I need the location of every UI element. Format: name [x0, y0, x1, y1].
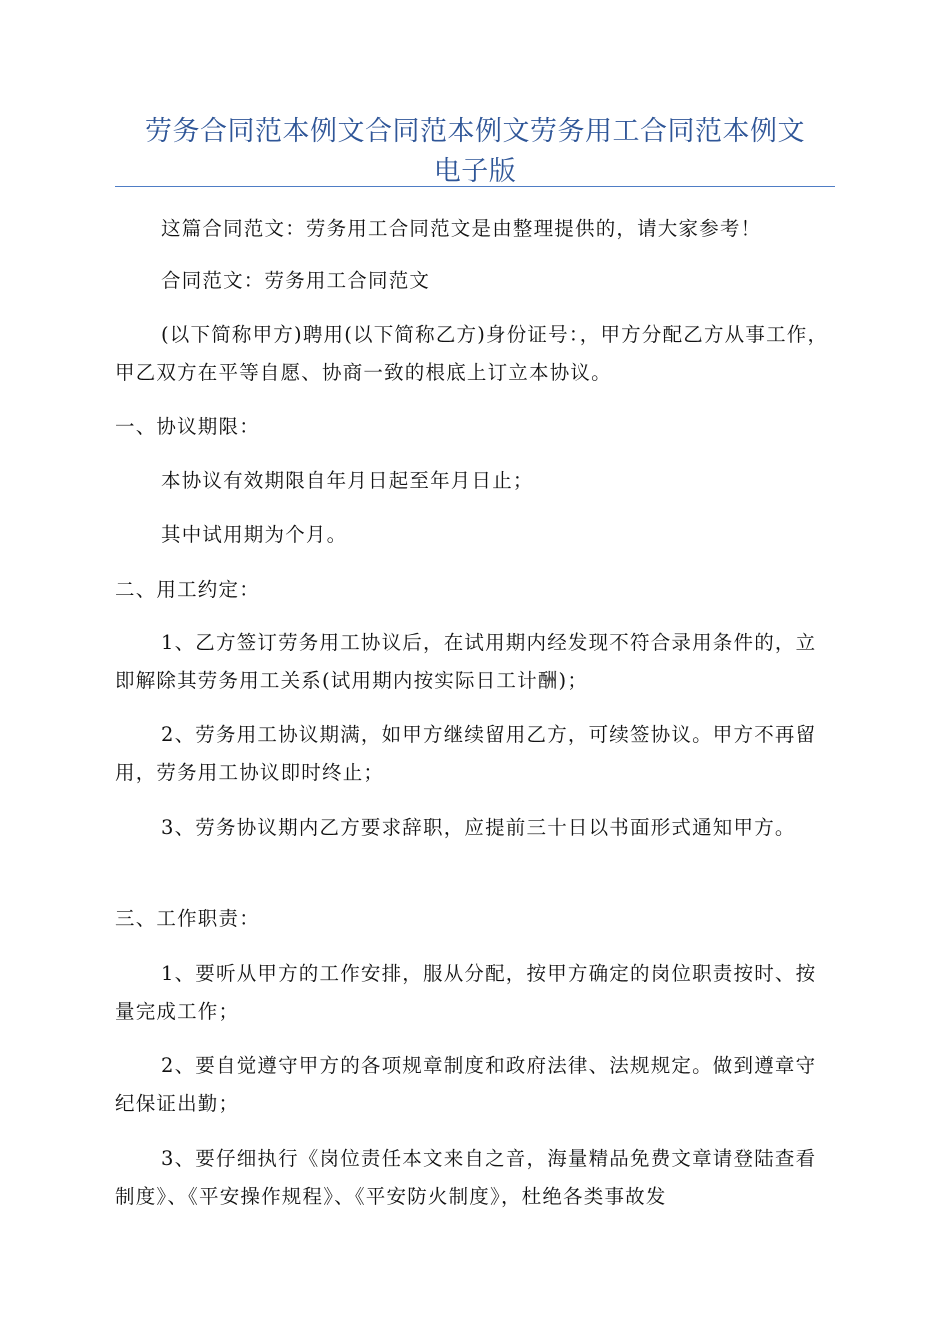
document-title [115, 112, 835, 192]
duties-clause-1: 1、要听从甲方的工作安排，服从分配，按甲方确定的岗位职责按时、按量完成工作； [115, 962, 817, 1023]
duties-clause-3: 3、要仔细执行《岗位责任本文来自之音，海量精品免费文章请登陆查看制度》、《平安操作规程》、《平安防火制度》，杜绝各类事故发 [115, 1147, 817, 1208]
document-title-line-2: 电子版 [433, 156, 517, 187]
section-heading-employment: 二、用工约定： [115, 578, 260, 601]
parties-paragraph: (以下简称甲方)聘用(以下简称乙方)身份证号：，甲方分配乙方从事工作，甲乙双方在平等自愿、协商一致的根底上订立本协议。 [115, 323, 829, 384]
subtitle-paragraph: 合同范文：劳务用工合同范文 [161, 269, 431, 292]
employment-clause-2: 2、劳务用工协议期满，如甲方继续留用乙方，可续签协议。甲方不再留用，劳务用工协议即时终止； [115, 723, 817, 784]
section-heading-term: 一、协议期限： [115, 415, 260, 438]
title-underline [115, 186, 835, 187]
duties-clause-2: 2、要自觉遵守甲方的各项规章制度和政府法律、法规规定。做到遵章守纪保证出勤； [115, 1054, 817, 1115]
term-validity-paragraph: 本协议有效期限自年月日起至年月日止； [161, 469, 534, 492]
employment-clause-3: 3、劳务协议期内乙方要求辞职，应提前三十日以书面形式通知甲方。 [161, 816, 796, 839]
probation-paragraph: 其中试用期为个月。 [161, 523, 348, 546]
section-heading-duties: 三、工作职责： [115, 907, 260, 930]
intro-paragraph: 这篇合同范文：劳务用工合同范文是由整理提供的，请大家参考！ [161, 217, 762, 240]
employment-clause-1: 1、乙方签订劳务用工协议后，在试用期内经发现不符合录用条件的，立即解除其劳务用工关系(试用期内按实际日工计酬)； [115, 631, 817, 692]
document-title-line-1: 劳务合同范本例文合同范本例文劳务用工合同范本例文 [145, 116, 805, 147]
